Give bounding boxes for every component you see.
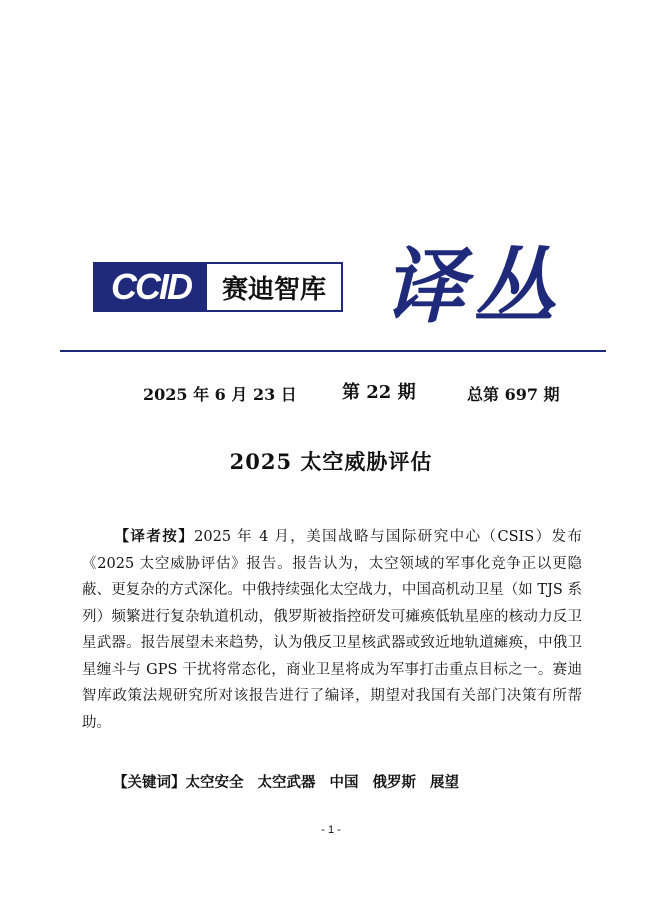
keyword-item: 太空安全 [185,775,244,791]
keywords [113,771,473,792]
translator-note-label: 【译者按】 [113,529,195,545]
header-divider [60,350,606,352]
keyword-item: 中国 [329,775,359,791]
issue-number: 第 22 期 [342,382,416,403]
keyword-item: 展望 [430,775,459,791]
ccid-logo [93,262,343,312]
issue-date: 2025 年 6 月 23 日 [143,385,297,404]
translator-note [82,524,582,736]
logo-name: 赛迪智库 [221,274,326,305]
document-title: 2025 太空威胁评估 [229,449,433,474]
issue-meta [0,378,662,408]
translator-note-text: 2025 年 4 月，美国战略与国际研究中心（CSIS）发布《2025 太空威胁评估》报告。报告认为，太空领域的军事化竞争正以更隐蔽、更复杂的方式深化。中俄持续强化太空战力，中国高机动卫星（如 TJS 系列）频繁进行复杂轨道机动，俄罗斯被指控研发可瘫痪低轨星座的核动力反卫星武器。报告展望未来趋势，认为俄反卫星核武器或致近地轨道瘫痪，中俄卫星缠斗与 GPS 干扰将常态化，商业卫星将成为军事打击重点目标之一。赛迪智库政策法规研究所对该报告进行了编译，期望对我国有关部门决策有所帮助。 [82,529,582,731]
total-issue-number: 总第 697 期 [467,385,560,404]
keywords-label: 【关键词】 [113,775,186,791]
page-number: - 1 - [321,824,341,836]
masthead [93,232,573,342]
series-title: 译丛 [383,239,563,335]
logo-brand: CCID [95,264,207,310]
keyword-item: 太空武器 [257,775,316,791]
series-title-calligraphy [373,232,573,342]
keyword-item: 俄罗斯 [372,775,416,791]
